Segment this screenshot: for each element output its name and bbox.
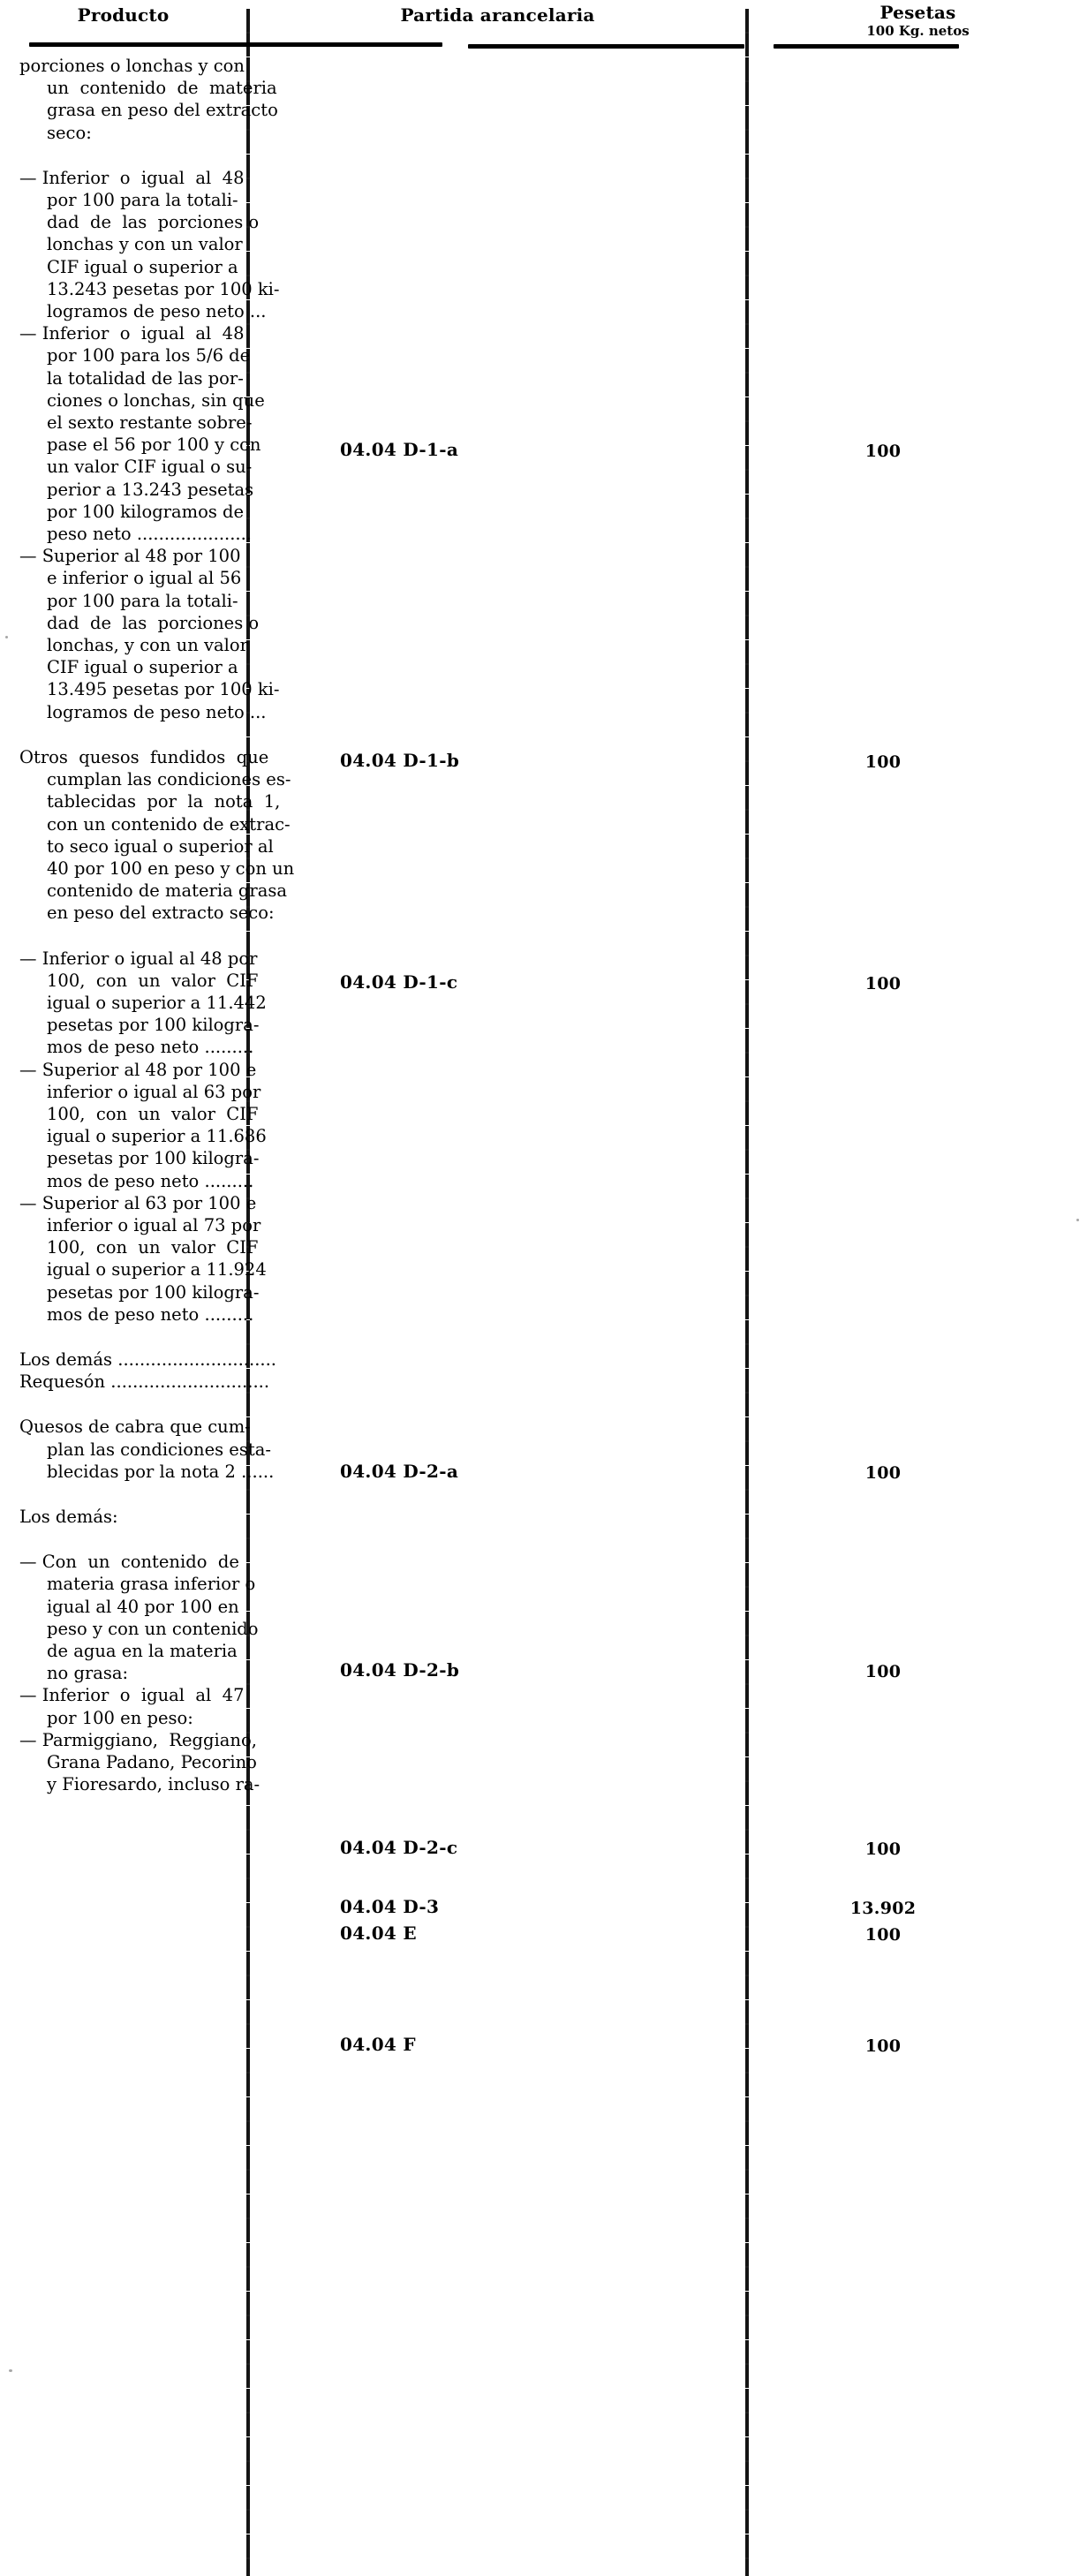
product-text-line: 40 por 100 en peso y con un (47, 857, 295, 879)
scan-speckle (9, 2369, 12, 2372)
product-text-line: por 100 para la totali- (47, 590, 238, 611)
tariff-code: 04.04 E (340, 1923, 417, 1944)
product-text-line: dad de las porciones o (47, 212, 260, 233)
product-text-line: CIF igual o superior a (47, 256, 238, 277)
product-text-line: to seco igual o superior al (47, 835, 274, 857)
product-text-line: peso y con un contenido (47, 1618, 259, 1639)
product-text-line: Quesos de cabra que cum- (19, 1416, 251, 1438)
product-block-d1a (0, 167, 280, 322)
product-text-line: por 100 kilogramos de (47, 501, 245, 522)
product-text-line: peso neto ..................... (47, 524, 253, 545)
tariff-code: 04.04 F (340, 2034, 416, 2055)
peseta-value: 100 (864, 974, 902, 993)
product-text-line: logramos de peso neto ... (47, 301, 267, 322)
product-text-line: Requesón ............................. (19, 1371, 270, 1393)
product-block-intro-otros (0, 746, 295, 925)
product-block-tail-1 (0, 1551, 259, 1684)
product-block-d2c (0, 1192, 267, 1326)
product-text-line: Grana Padano, Pecorino (47, 1752, 257, 1773)
product-text-line: mos de peso neto ......... (47, 1037, 254, 1058)
product-block-d1b (0, 322, 265, 545)
product-text-line: la totalidad de las por- (47, 367, 244, 389)
product-text-line: perior a 13.243 pesetas (47, 479, 254, 500)
peseta-value: 100 (864, 442, 902, 461)
product-block-e (0, 1371, 270, 1393)
product-text-line: Los demás ............................. (19, 1348, 276, 1370)
product-text-line: — Con un contenido de (19, 1552, 239, 1573)
product-text-line: — Parmiggiano, Reggiano, (19, 1729, 257, 1750)
product-text-line: plan las condiciones esta- (47, 1439, 271, 1460)
product-text-line: 13.495 pesetas por 100 ki- (47, 679, 280, 700)
product-text-line: ciones o lonchas, sin que (47, 389, 265, 411)
product-text-line: materia grasa inferior o (47, 1574, 256, 1595)
column-header-pesetas-sub: 100 Kg. netos (866, 22, 970, 39)
product-text-line: porciones o lonchas y con (19, 56, 245, 76)
peseta-value: 100 (864, 1925, 902, 1945)
product-text-line: y Fioresardo, incluso ra- (47, 1774, 260, 1795)
product-text-line: — Inferior o igual al 48 por (19, 948, 258, 969)
product-text-line: lonchas y con un valor (47, 234, 243, 255)
product-text-line: igual o superior a 11.924 (47, 1259, 267, 1280)
product-block-tail-3 (0, 1729, 260, 1796)
product-text-line: no grasa: (47, 1663, 129, 1684)
tariff-code: 04.04 D-1-a (340, 439, 459, 460)
product-text-line: logramos de peso neto ... (47, 701, 267, 722)
product-text-line: dad de las porciones o (47, 612, 260, 633)
tariff-code: 04.04 D-2-b (340, 1659, 460, 1681)
table-header (0, 0, 1087, 51)
block-spacer (0, 1393, 246, 1416)
product-text-line: Otros quesos fundidos que (19, 746, 269, 767)
product-block-d2b (0, 1059, 267, 1192)
column-separator-2 (745, 9, 749, 2576)
product-text-line: CIF igual o superior a (47, 657, 238, 678)
producto-column (0, 55, 295, 1795)
peseta-value: 100 (864, 2036, 902, 2056)
tariff-code: 04.04 D-2-c (340, 1837, 458, 1858)
product-text-line: — Superior al 48 por 100 (19, 546, 241, 567)
product-block-tail-2 (0, 1684, 246, 1728)
peseta-value: 100 (864, 1463, 902, 1483)
product-text-line: Los demás: (19, 1506, 118, 1527)
peseta-value: 100 (864, 1662, 902, 1681)
product-text-line: pesetas por 100 kilogra- (47, 1015, 260, 1036)
product-text-line: igual o superior a 11.442 (47, 992, 267, 1013)
product-text-line: 13.243 pesetas por 100 ki- (47, 278, 280, 299)
block-spacer (0, 1528, 246, 1551)
product-text-line: 100, con un valor CIF (47, 1103, 259, 1124)
tariff-code: 04.04 D-3 (340, 1896, 440, 1917)
product-text-line: en peso del extracto seco: (47, 903, 275, 924)
peseta-value: 100 (864, 752, 902, 772)
product-text-line: grasa en peso del extracto (47, 100, 278, 121)
product-block-d1c (0, 545, 280, 723)
product-text-line: 100, con un valor CIF (47, 970, 259, 991)
product-text-line: — Inferior o igual al 47 (19, 1685, 245, 1706)
product-text-line: pesetas por 100 kilogra- (47, 1281, 260, 1303)
scan-speckle (5, 636, 8, 638)
block-spacer (0, 1326, 246, 1348)
product-text-line: e inferior o igual al 56 (47, 568, 242, 589)
product-text-line: igual o superior a 11.686 (47, 1126, 267, 1147)
product-text-line: lonchas, y con un valor (47, 635, 248, 656)
block-spacer (0, 723, 246, 746)
tariff-code: 04.04 D-1-b (340, 750, 460, 771)
product-text-line: cumplan las condiciones es- (47, 769, 291, 790)
tariff-code: 04.04 D-2-a (340, 1461, 459, 1482)
product-text-line: igual al 40 por 100 en (47, 1596, 239, 1617)
product-text-line: — Superior al 48 por 100 e (19, 1059, 257, 1080)
header-rule-pesetas (774, 44, 959, 49)
product-text-line: blecidas por la nota 2 ...... (47, 1461, 275, 1482)
product-text-line: inferior o igual al 73 por (47, 1214, 261, 1235)
product-text-line: — Inferior o igual al 48 (19, 323, 245, 344)
block-spacer (0, 144, 246, 167)
header-rule-partida (468, 44, 744, 49)
product-text-line: seco: (47, 122, 92, 143)
column-header-producto: Producto (77, 4, 170, 26)
product-text-line: un valor CIF igual o su- (47, 457, 253, 478)
product-block-intro-porciones (0, 55, 278, 144)
product-text-line: — Inferior o igual al 48 (19, 167, 245, 188)
product-block-d3 (0, 1348, 276, 1371)
scan-speckle (1076, 1219, 1079, 1221)
product-text-line: pesetas por 100 kilogra- (47, 1148, 260, 1169)
product-block-los-demas-head (0, 1506, 246, 1528)
tariff-code: 04.04 D-1-c (340, 971, 458, 993)
product-text-line: por 100 para la totali- (47, 190, 238, 211)
peseta-value: 100 (864, 1839, 902, 1859)
product-text-line: tablecidas por la nota 1, (47, 791, 281, 812)
product-text-line: por 100 para los 5/6 de (47, 345, 251, 366)
product-text-line: contenido de materia grasa (47, 880, 287, 902)
product-block-f (0, 1416, 275, 1483)
product-text-line: mos de peso neto ......... (47, 1170, 254, 1191)
header-rule-producto (29, 42, 442, 47)
product-block-d2a (0, 948, 267, 1059)
product-text-line: de agua en la materia (47, 1641, 238, 1661)
product-text-line: por 100 en peso: (47, 1707, 193, 1728)
product-text-line: pase el 56 por 100 y con (47, 434, 261, 456)
product-text-line: — Superior al 63 por 100 e (19, 1192, 257, 1213)
column-header-pesetas (749, 3, 1087, 39)
peseta-value: 13.902 (849, 1899, 917, 1918)
product-text-line: inferior o igual al 63 por (47, 1081, 261, 1102)
product-text-line: mos de peso neto ......... (47, 1303, 254, 1325)
block-spacer (0, 925, 246, 948)
column-header-partida: Partida arancelaria (400, 4, 595, 26)
product-text-line: un contenido de materia (47, 78, 277, 99)
block-spacer (0, 1483, 246, 1506)
column-header-pesetas-main: Pesetas (879, 2, 956, 23)
product-text-line: el sexto restante sobre- (47, 412, 253, 434)
product-text-line: 100, con un valor CIF (47, 1237, 259, 1258)
product-text-line: con un contenido de extrac- (47, 813, 291, 835)
